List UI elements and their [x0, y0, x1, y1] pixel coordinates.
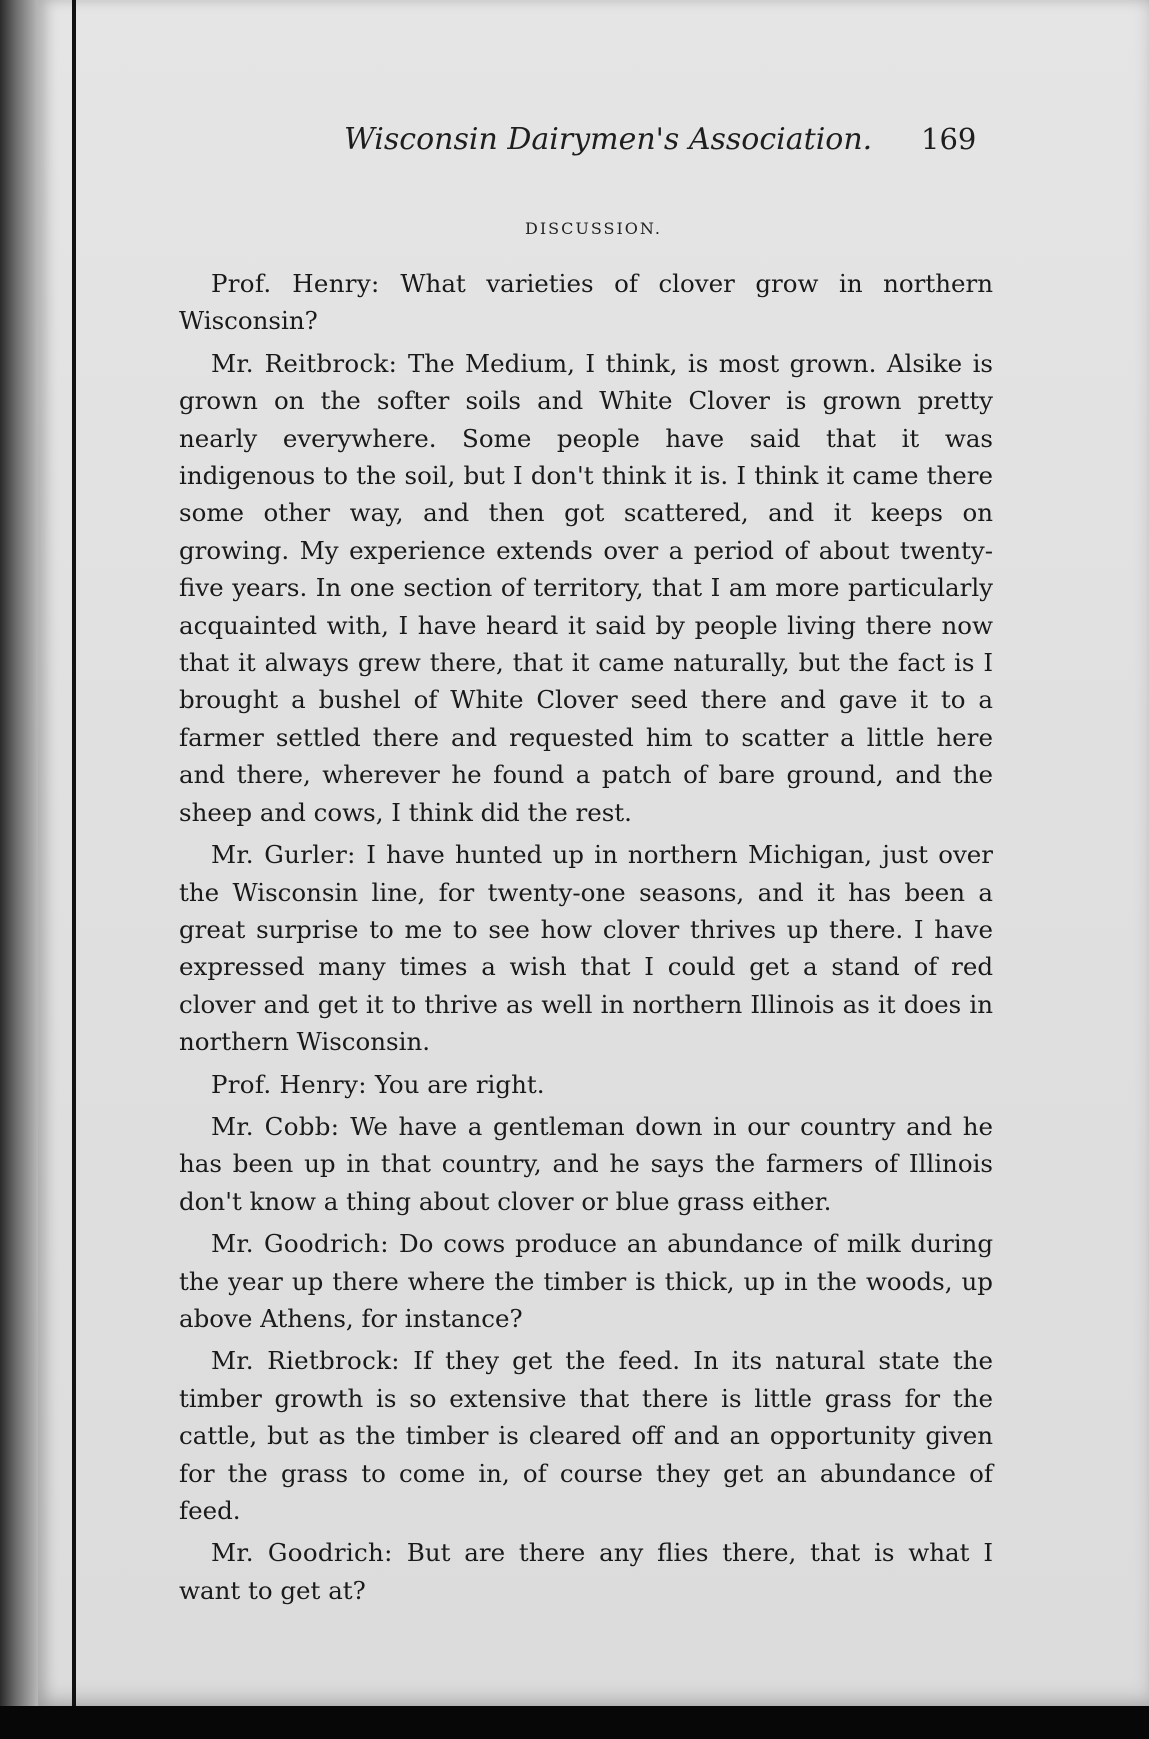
scan-bottom-edge: [0, 1706, 1149, 1739]
paragraph-text: The Medium, I think, is most grown. Alsike is grown on the softer soils and White Clover is grown pretty nearly everywhere. Some people have said that it was indigenous to the soil, but I don't think it is. I think it came there some other way, and then got scattered, and it keeps on growing. My experience extends over a period of about twenty-five years. In one section of territory, that I am more particularly acquainted with, I have heard it said by people living there now that it always grew there, that it came naturally, but the fact is I brought a bushel of White Clover seed there and gave it to a farmer settled there and requested him to scatter a little here and there, wherever he found a patch of bare ground, and the sheep and cows, I think did the rest.: [179, 348, 994, 827]
speaker-label: Mr. Reitbrock:: [211, 348, 398, 378]
paragraph: [179, 1225, 993, 1337]
paragraph-text: Do cows produce an abundance of milk during the year up there where the timber is thick, up in the woods, up above Athens, for instance?: [179, 1229, 993, 1333]
book-page: [38, 0, 1149, 1706]
paragraph-text: I have hunted up in northern Michigan, just over the Wisconsin line, for twenty-one seasons, and it has been a great surprise to me to see how clover thrives up there. I have expressed many times a wish that I could get a stand of red clover and get it to thrive as well in northern Illinois as it does in northern Wisconsin.: [179, 840, 993, 1057]
discussion-text: [179, 265, 993, 1614]
speaker-label: Mr. Goodrich:: [211, 1538, 393, 1568]
speaker-label: Prof. Henry:: [211, 269, 380, 298]
paragraph: [179, 836, 993, 1060]
paragraph-text: What varieties of clover grow in northern Wisconsin?: [179, 269, 993, 336]
speaker-label: Mr. Rietbrock:: [211, 1346, 400, 1376]
paragraph-text: But are there any flies there, that is what I want to get at?: [179, 1538, 994, 1605]
section-title: DISCUSSION.: [525, 219, 662, 238]
paragraph: [179, 345, 993, 831]
speaker-label: Mr. Goodrich:: [211, 1229, 389, 1259]
page-number: 169: [921, 122, 977, 156]
book-spine: [0, 0, 38, 1739]
speaker-label: Mr. Gurler:: [211, 840, 356, 870]
paragraph: [179, 1534, 993, 1609]
paragraph: [179, 1342, 993, 1529]
paragraph-text: If they get the feed. In its natural state the timber growth is so extensive that there is little grass for the cattle, but as the timber is cleared off and an opportunity given for the grass to come in, of course they get an abundance of feed.: [179, 1346, 994, 1525]
page-header: [38, 118, 1149, 158]
running-title: Wisconsin Dairymen's Association.: [344, 122, 873, 157]
paragraph-text: We have a gentleman down in our country and he has been up in that country, and he says the farmers of Illinois don't know a thing about clover or blue grass either.: [179, 1111, 994, 1216]
paragraph: [179, 1108, 993, 1220]
gutter-line: [72, 0, 76, 1706]
paragraph: [179, 265, 993, 340]
paragraph: [179, 1066, 993, 1103]
speaker-label: Prof. Henry:: [211, 1069, 367, 1099]
speaker-label: Mr. Cobb:: [211, 1111, 340, 1141]
paragraph-text: You are right.: [374, 1069, 545, 1099]
